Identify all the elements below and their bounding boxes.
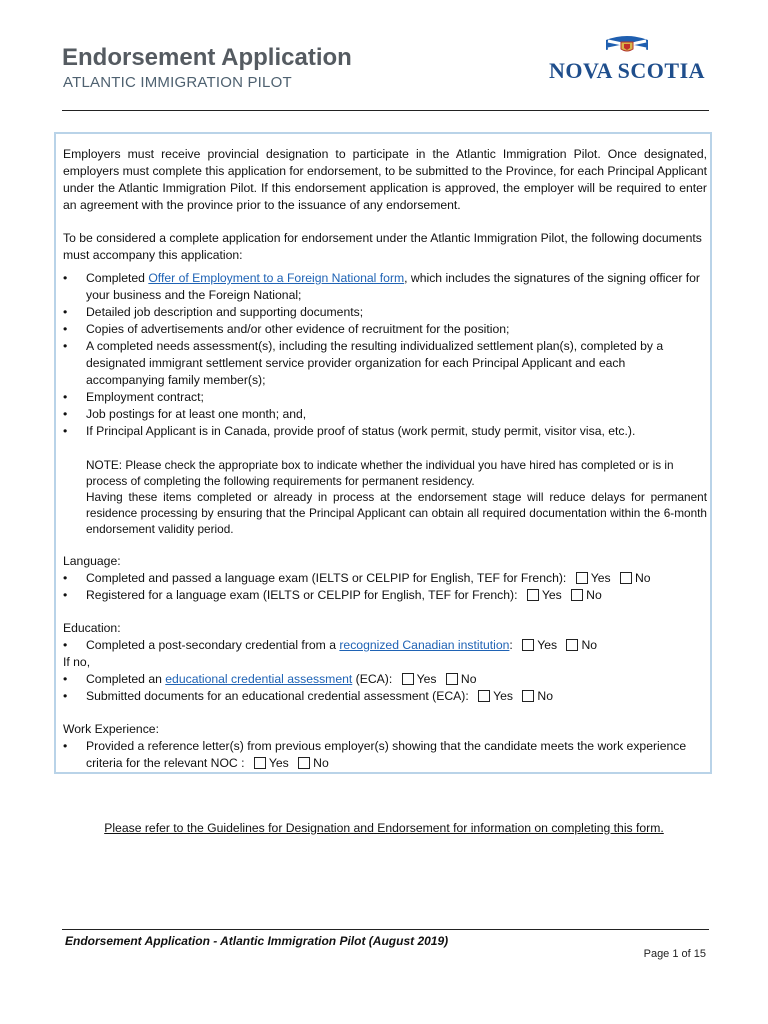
- education-list: [63, 637, 707, 654]
- intro-paragraph-2: To be considered a complete application for endorsement under the Atlantic Immigration Pilot, the following documents must accompany this application:: [63, 231, 702, 262]
- offer-of-employment-link[interactable]: Offer of Employment to a Foreign National form: [148, 271, 405, 285]
- education-heading: Education:: [63, 621, 121, 635]
- eca-submitted-no-checkbox[interactable]: [522, 690, 534, 702]
- education-credential-row: • Completed a post-secondary credential from a recognized Canadian institution: Yes No: [63, 637, 707, 654]
- document-subtitle: ATLANTIC IMMIGRATION PILOT: [63, 74, 292, 91]
- eca-completed-row: • Completed an educational credential assessment (ECA): Yes No: [63, 671, 707, 688]
- eca-submitted-row: • Submitted documents for an educational credential assessment (ECA): Yes No: [63, 688, 707, 705]
- list-item: • Copies of advertisements and/or other evidence of recruitment for the position;: [63, 321, 707, 338]
- language-list: [63, 570, 707, 604]
- form-content: [63, 146, 707, 772]
- language-completed-row: • Completed and passed a language exam (IELTS or CELPIP for English, TEF for French): Yes No: [63, 570, 707, 587]
- nova-scotia-logo: [546, 34, 708, 84]
- page-number: Page 1 of 15: [643, 948, 706, 960]
- language-registered-no-checkbox[interactable]: [571, 589, 583, 601]
- work-experience-list: [63, 738, 707, 772]
- eca-submitted-yes-checkbox[interactable]: [478, 690, 490, 702]
- eca-completed-no-checkbox[interactable]: [446, 673, 458, 685]
- language-completed-no-checkbox[interactable]: [620, 572, 632, 584]
- note-text: NOTE: Please check the appropriate box to indicate whether the individual you have hired has completed or is in process of completing the following requirements for permanent residency.: [86, 458, 674, 488]
- intro-paragraph-1: Employers must receive provincial designation to participate in the Atlantic Immigration Pilot. Once designated, employers must complete this application for endorsement, to be submitted to the Province, for each Principal Applicant under the Atlantic Immigration Pilot. If this endorsement application is approved, the employer will be required to enter an agreement with the province prior to the issuance of any endorsement.: [63, 147, 707, 212]
- language-completed-yes-checkbox[interactable]: [576, 572, 588, 584]
- recognized-institution-link[interactable]: recognized Canadian institution: [339, 638, 510, 652]
- list-item: • Detailed job description and supporting documents;: [63, 304, 707, 321]
- credential-yes-checkbox[interactable]: [522, 639, 534, 651]
- eca-completed-yes-checkbox[interactable]: [402, 673, 414, 685]
- footer-title: Endorsement Application - Atlantic Immigration Pilot (August 2019): [65, 934, 449, 948]
- eca-link[interactable]: educational credential assessment: [165, 672, 353, 686]
- list-item: • Employment contract;: [63, 389, 707, 406]
- document-title: Endorsement Application: [62, 44, 352, 71]
- nova-scotia-flag-icon: [600, 34, 654, 60]
- credential-no-checkbox[interactable]: [566, 639, 578, 651]
- logo-wordmark: NOVA SCOTIA: [548, 58, 706, 83]
- list-item: • Completed Offer of Employment to a Foreign National form, which includes the signatures of the signing officer for your business and the Foreign National;: [63, 270, 707, 304]
- required-documents-list: [63, 270, 707, 440]
- language-heading: Language:: [63, 554, 121, 568]
- header-divider: [62, 110, 709, 111]
- footer-divider: [62, 929, 709, 930]
- work-experience-heading: Work Experience:: [63, 722, 159, 736]
- language-registered-row: • Registered for a language exam (IELTS or CELPIP for English, TEF for French): Yes No: [63, 587, 707, 604]
- note-text-2: Having these items completed or already in process at the endorsement stage will reduce delays for permanent residence processing by ensuring that the Principal Applicant can obtain all required documentation within the 6-month endorsement validity period.: [86, 490, 707, 536]
- reference-letter-yes-checkbox[interactable]: [254, 757, 266, 769]
- list-item: • If Principal Applicant is in Canada, provide proof of status (work permit, study permit, visitor visa, etc.).: [63, 423, 707, 440]
- guidelines-reference: Please refer to the Guidelines for Designation and Endorsement for information on completing this form.: [104, 821, 664, 835]
- education-eca-list: [63, 671, 707, 705]
- reference-letter-no-checkbox[interactable]: [298, 757, 310, 769]
- list-item: • Job postings for at least one month; and,: [63, 406, 707, 423]
- if-no-label: If no,: [63, 655, 91, 669]
- language-registered-yes-checkbox[interactable]: [527, 589, 539, 601]
- reference-letter-row: • Provided a reference letter(s) from previous employer(s) showing that the candidate meets the work experience criteria for the relevant NOC : Yes No: [63, 738, 707, 772]
- list-item: • A completed needs assessment(s), including the resulting individualized settlement plan(s), completed by a designated immigrant settlement service provider organization for each Principal Applicant and each accompanying family member(s);: [63, 338, 707, 389]
